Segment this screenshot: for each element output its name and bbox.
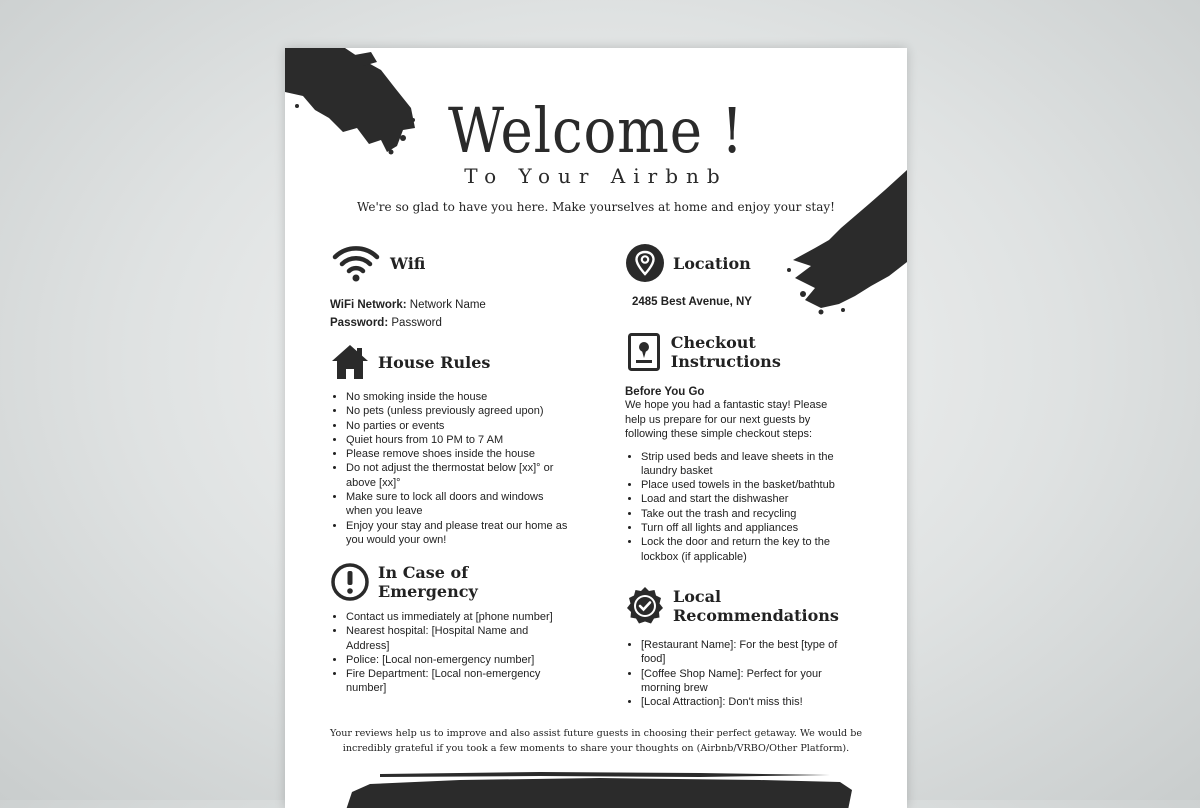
- house-rule-item: • No smoking inside the house: [346, 390, 571, 404]
- house-icon: [330, 342, 370, 382]
- location-header: [625, 243, 855, 283]
- checkout-step-item: • Turn off all lights and appliances: [641, 521, 859, 535]
- checkout-step-item: • Lock the door and return the key to the lockbox (if applicable): [641, 535, 859, 564]
- welcome-tagline: We're so glad to have you here. Make yourselves at home and enjoy your stay!: [357, 200, 835, 214]
- emergency-list: [330, 610, 564, 696]
- recommendations-list: [625, 638, 861, 709]
- review-request-text: Your reviews help us to improve and also assist future guests in choosing their perfect getaway. We would be incredibly grateful if you took a few moments to share your thoughts on (Airbnb/VRBO/Other Platform).: [329, 728, 863, 754]
- wifi-header: [330, 243, 570, 283]
- wifi-password-value: Password: [391, 317, 442, 329]
- map-pin-icon: [625, 243, 665, 283]
- house-rule-item: • Quiet hours from 10 PM to 7 AM: [346, 433, 571, 447]
- checkout-step-item: • Load and start the dishwasher: [641, 492, 859, 506]
- checkout-title: Checkout Instructions: [670, 333, 781, 371]
- house-rules-section: [330, 342, 570, 547]
- checkout-card-icon: [625, 332, 663, 372]
- checkout-header: [625, 332, 860, 372]
- location-title: Location: [673, 253, 751, 273]
- wifi-network-line: [330, 296, 570, 314]
- emergency-title: In Case of Emergency: [378, 563, 478, 601]
- house-rules-title: House Rules: [378, 352, 491, 372]
- welcome-sheet: [285, 48, 907, 808]
- wifi-icon: [330, 243, 382, 283]
- recommendation-item: • [Restaurant Name]: For the best [type of food]: [641, 638, 861, 667]
- emergency-item: • Police: [Local non-emergency number]: [346, 653, 564, 667]
- recommendation-item: • [Local Attraction]: Don't miss this!: [641, 695, 861, 709]
- house-rule-item: • No parties or events: [346, 419, 571, 433]
- emergency-item: • Fire Department: [Local non-emergency number]: [346, 667, 564, 696]
- recommendation-item: • [Coffee Shop Name]: Perfect for your morning brew: [641, 667, 861, 696]
- checkout-section: [625, 332, 860, 564]
- wifi-title: Wifi: [390, 253, 426, 273]
- house-rule-item: • Enjoy your stay and please treat our home as you would your own!: [346, 519, 571, 548]
- emergency-item: • Nearest hospital: [Hospital Name and Address]: [346, 624, 564, 653]
- house-rule-item: • Make sure to lock all doors and windows when you leave: [346, 490, 571, 519]
- page-subtitle: To Your Airbnb: [464, 164, 728, 188]
- exclamation-circle-icon: [330, 562, 370, 602]
- brush-stroke-bottom: [340, 770, 860, 808]
- wifi-password-line: [330, 314, 570, 332]
- checkout-step-item: • Strip used beds and leave sheets in the laundry basket: [641, 450, 859, 479]
- wifi-network-value: Network Name: [409, 299, 486, 311]
- emergency-item: • Contact us immediately at [phone number]: [346, 610, 564, 624]
- checkout-step-item: • Take out the trash and recycling: [641, 507, 859, 521]
- house-rule-item: • Please remove shoes inside the house: [346, 447, 571, 461]
- recommendations-title: Local Recommendations: [673, 587, 839, 625]
- badge-check-icon: [625, 586, 665, 626]
- location-section: [625, 243, 855, 308]
- wifi-network-label: WiFi Network:: [330, 299, 407, 311]
- recommendations-section: [625, 586, 865, 709]
- house-rule-item: • Do not adjust the thermostat below [xx]° or above [xx]°: [346, 461, 571, 490]
- emergency-header: [330, 562, 570, 602]
- checkout-steps-list: [625, 450, 859, 564]
- checkout-subheading: Before You Go: [625, 386, 705, 398]
- wifi-section: [330, 243, 570, 332]
- checkout-step-item: • Place used towels in the basket/bathtub: [641, 478, 859, 492]
- house-rule-item: • No pets (unless previously agreed upon): [346, 404, 571, 418]
- wifi-password-label: Password:: [330, 317, 389, 329]
- location-address: 2485 Best Avenue, NY: [632, 296, 752, 308]
- house-rules-header: [330, 342, 570, 382]
- house-rules-list: [330, 390, 571, 547]
- recommendations-header: [625, 586, 865, 626]
- emergency-section: [330, 562, 570, 696]
- checkout-intro: We hope you had a fantastic stay! Please help us prepare for our next guests by following these simple checkout steps:: [625, 399, 828, 440]
- page-title: Welcome !: [447, 94, 744, 167]
